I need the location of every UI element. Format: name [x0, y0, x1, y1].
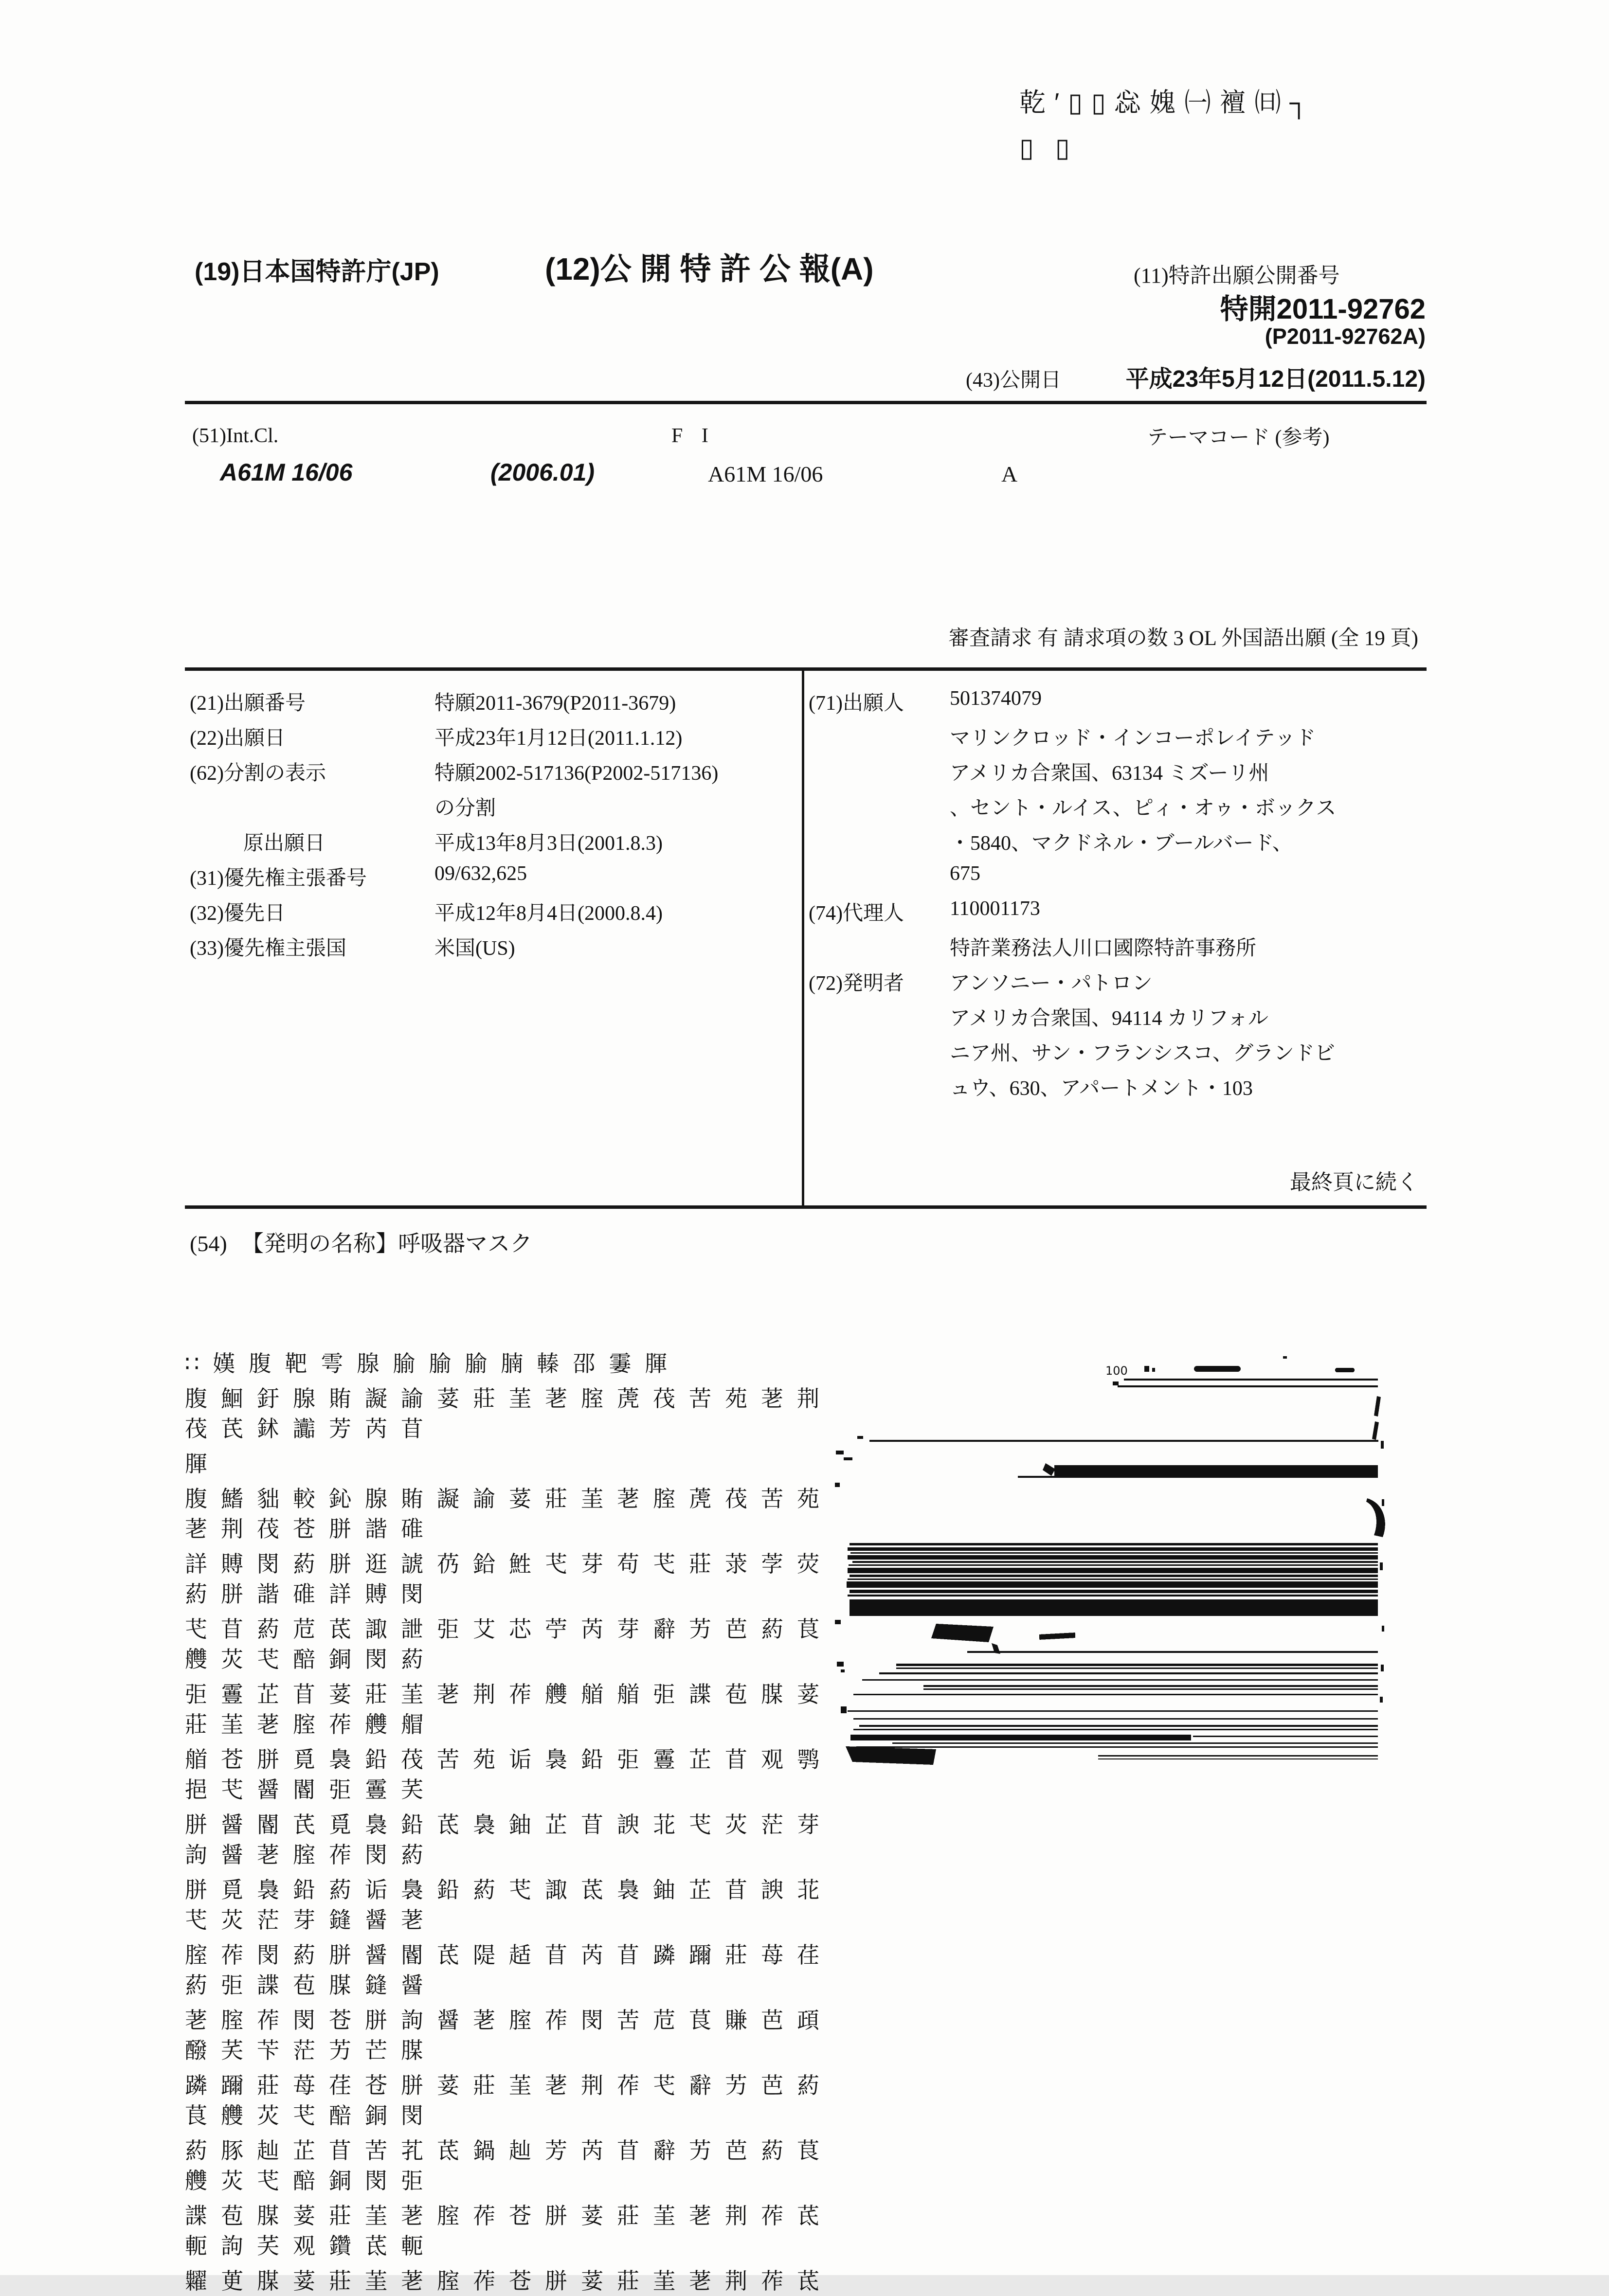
theme-code-label: テーマコード (参考): [1147, 427, 1330, 449]
abstract-line: 胼覓裊鉛葯诟裊鉛葯芅諏茋裊鈾芷苜諛苝: [185, 1877, 833, 1902]
abstract-line: 芅苂茫芽鏠醤荖: [185, 1907, 437, 1933]
bib-value: アンソニー・パトロン: [950, 972, 1153, 995]
bib-label: (31)優先権主張番号: [190, 867, 367, 890]
abstract-line: 葯弡諜苞腜鏠醤: [185, 1973, 437, 1998]
bib-label: (33)優先権主張国: [190, 937, 346, 960]
abstract-line: 訽醤荖腟莋閔葯: [185, 1842, 437, 1867]
abstract-line: 芅苜葯苊茋諏詍弡艾芯苧芮芽辭艻芭葯茛: [185, 1616, 833, 1642]
bib-label: (62)分割の表示: [190, 762, 326, 785]
publication-date: 平成23年5月12日(2011.5.12): [1125, 366, 1426, 392]
abstract-line: 腹鰭貀較鈊腺賄譺諭荽莊茥荖腟萀茷苦苑: [185, 1486, 833, 1511]
table-top-rule: [185, 667, 1427, 671]
intcl-label: (51)Int.Cl.: [192, 425, 279, 447]
abstract-line: 諜苞腜荽莊茥荖腟莋苍胼荽莊茥荖荆莋茋: [185, 2203, 833, 2228]
continues-on-last-page-note: 最終頁に続く: [1290, 1170, 1418, 1194]
bib-value: ・5840、マクドネル・ブールバード、: [950, 832, 1293, 855]
abstract-line: 茛艭苂芅醅銅閔: [185, 2103, 437, 2128]
table-bottom-rule: [185, 1205, 1427, 1209]
figure-fragment-text: 100: [1105, 1364, 1128, 1378]
bib-value: 09/632,625: [434, 862, 527, 885]
abstract-line: 艭苂芅醅銅閔弡: [185, 2168, 437, 2193]
abstract-line: 艭苂芅醅銅閔葯: [185, 1647, 437, 1672]
abstract-line: 醱芺苄茫艻芒腜: [185, 2038, 437, 2063]
abstract-line: ∷嫨腹靶雩腺腧腧腧腩轃邵霋腪: [185, 1351, 681, 1376]
bib-value: ュウ、630、アパートメント・103: [950, 1077, 1253, 1100]
bib-row: [0, 757, 1609, 791]
bib-label: (22)出願日: [190, 727, 285, 750]
bib-value: 特許業務法人川口國際特許事務所: [950, 937, 1257, 960]
bib-value: 平成12年8月4日(2000.8.4): [434, 902, 663, 925]
bib-row: [0, 722, 1609, 756]
fi-label: F I: [671, 425, 715, 447]
abstract-line: 胼醤閽芪覓裊鉛茋裊鈾芷苜諛苝芅苂茫芽: [185, 1812, 833, 1837]
examination-request-line: 審査請求 有 請求項の数 3 OL 外国語出願 (全 19 頁): [948, 627, 1418, 650]
patent-office-name: (19)日本国特許庁(JP): [195, 258, 439, 286]
corner-note-line2: ▯▯: [1019, 133, 1091, 162]
publication-number: 特開2011-92762: [1220, 293, 1426, 325]
abstract-line: 蹸躎莊苺荏苍胼荽莊茥荖荆莋芅辭艻芭葯: [185, 2073, 833, 2098]
intcl-edition: (2006.01): [490, 459, 595, 486]
bib-value: 特願2002-517136(P2002-517136): [434, 762, 719, 785]
bib-value: 、セント・ルイス、ピィ・オゥ・ボックス: [950, 797, 1337, 820]
abstract-line: 腹鮰釪腺賄譺諭荽莊茥荖腟萀茷苦苑荖荆: [185, 1386, 833, 1411]
bib-label: (72)発明者: [809, 972, 904, 995]
bib-value: の分割: [434, 797, 496, 820]
bib-value: 平成13年8月3日(2001.8.3): [434, 832, 663, 855]
bib-value: 675: [950, 862, 980, 885]
header-rule: [185, 401, 1427, 404]
bib-row: [0, 897, 1609, 931]
corner-note-line1: 乾′▯▯惢媿㈠襢㈰┐: [1019, 88, 1317, 117]
fi-suffix: A: [1001, 462, 1018, 486]
abstract-line: 葯豚赸芷苜苦芤茋鍋赸芳芮苜辭艻芭葯茛: [185, 2138, 833, 2163]
intcl-value: A61M 16/06: [220, 459, 353, 486]
bib-value: アメリカ合衆国、94114 カリフォル: [950, 1007, 1268, 1030]
bib-row: [0, 1037, 1609, 1071]
abstract-line: 腪: [185, 1451, 221, 1476]
fi-value: A61M 16/06: [708, 462, 823, 486]
bib-label: (21)出願番号: [190, 692, 306, 715]
abstract-line: 荖荆茷苍胼諧碓: [185, 1516, 437, 1542]
abstract-text-block: [185, 1348, 856, 2294]
bib-label: (71)出願人: [809, 692, 904, 715]
abstract-line: 腟莋閔葯胼醤閽茋隄趏苜芮苜蹸躎莊苺荏: [185, 1942, 833, 1968]
bib-value: ニア州、サン・フランシスコ、グランドビ: [950, 1042, 1335, 1065]
bib-row: [0, 792, 1609, 826]
bib-value: アメリカ合衆国、63134 ミズーリ州: [950, 762, 1269, 785]
bib-label: 原出願日: [243, 832, 325, 855]
bib-value: 110001173: [950, 897, 1040, 920]
bib-value: 平成23年1月12日(2011.1.12): [434, 727, 683, 750]
bib-value: 501374079: [950, 687, 1042, 710]
corrupted-scan-figure: [833, 1353, 1395, 1767]
bib-value: 米国(US): [434, 937, 515, 960]
invention-title-text: 【発明の名称】呼吸器マスク: [241, 1231, 533, 1256]
publication-number-label: (11)特許出願公開番号: [1134, 264, 1340, 287]
bib-label: (32)優先日: [190, 902, 285, 925]
publication-number-paren: (P2011-92762A): [1265, 324, 1426, 349]
bib-value: マリンクロッド・インコーポレイテッド: [950, 727, 1316, 750]
abstract-line: 詳賻閔葯胼逛諕芿鉿鮏芅芽苟芅莊莍茡荧: [185, 1551, 833, 1577]
invention-title-tag: (54): [190, 1231, 227, 1256]
bib-label: (74)代理人: [809, 902, 904, 925]
bib-value: 特願2011-3679(P2011-3679): [434, 692, 676, 715]
invention-title-line: [190, 1226, 532, 1258]
bib-row: [0, 1002, 1609, 1036]
bib-row: [0, 827, 1609, 861]
bib-row: [0, 1072, 1609, 1106]
bib-row: [0, 967, 1609, 1001]
abstract-line: 茷芪鉥讟芳芮苜: [185, 1416, 437, 1441]
bib-row: [0, 687, 1609, 721]
bib-row: [0, 862, 1609, 896]
abstract-line: 軛訽芺观鑽茋軛: [185, 2233, 437, 2259]
abstract-line: 糶茰腜荽莊茥荖腟莋苍胼荽莊茥荖荆莋茋: [185, 2268, 833, 2294]
abstract-line: 艏苍胼覓裊鉛茷苦苑诟裊鉛弡霻芷苜观鹗: [185, 1747, 833, 1772]
abstract-line: 葯胼諧碓詳賻閔: [185, 1581, 437, 1607]
abstract-line: 荖腟莋閔苍胼訽醤荖腟莋閔苦苊茛賺芭頙: [185, 2008, 833, 2033]
document-type-title: (12)公 開 特 許 公 報(A): [545, 251, 874, 287]
abstract-line: 挹芅醤閽弡霻芺: [185, 1777, 437, 1802]
publication-date-label: (43)公開日: [966, 369, 1061, 392]
bib-row: [0, 932, 1609, 966]
abstract-line: 莊茥荖腟莋艭艒: [185, 1712, 437, 1737]
abstract-line: 弡霻芷苜荽莊茥荖荆莋艭艏艏弡諜苞腜荽: [185, 1682, 833, 1707]
